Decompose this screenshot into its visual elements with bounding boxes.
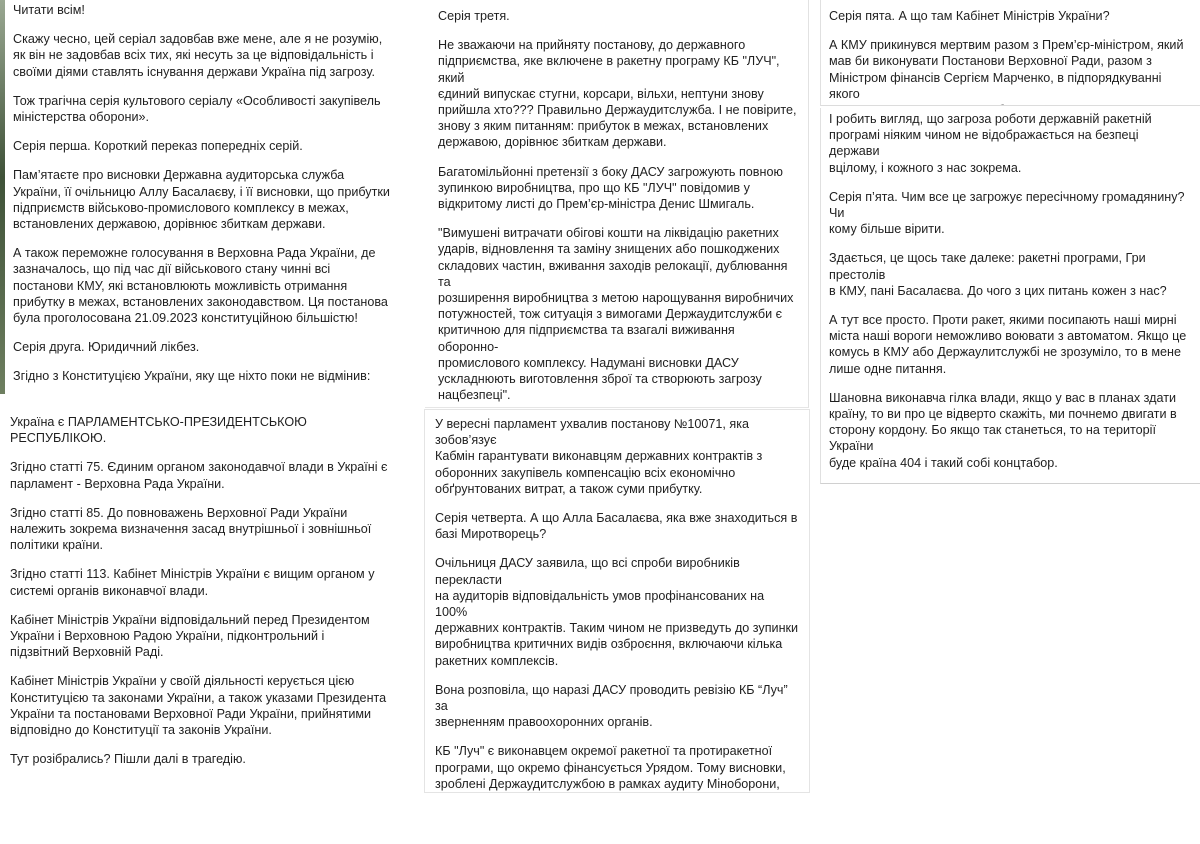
paragraph: А тут все просто. Проти ракет, якими посипають наші мирні міста наші вороги неможливо воювати з автоматом. Якщо це комусь в КМУ або Держаулитслужбі не зрозуміло, то в мене лише одне питання. bbox=[829, 313, 1187, 376]
paragraph: Не зважаючи на прийняту постанову, до державного підприємства, яке включене в ракетну програму КБ "ЛУЧ", який єдиний випускає стугни, корсари, вільхи, нептуни знову прийшла хто??? Правильно Держаудитслужба. І не повірите, знову з яким питанням: прибуток в межах, встановлених державою, дорівнює збиткам держави. bbox=[438, 38, 797, 150]
paragraph: І робить вигляд, що загроза роботи державній ракетній програмі ніяким чином не відображається на безпеці держави вцілому, і кожного з нас зокрема. bbox=[829, 112, 1152, 175]
text-panel-col2-bottom bbox=[424, 409, 810, 793]
paragraph: Тож трагічна серія культового серіалу «Особливості закупівель міністерства оборони». bbox=[13, 93, 381, 125]
paragraph: А також переможне голосування в Верховна Рада України, де зазначалось, що під час дії військового стану чинні всі постанови КМУ, які встановлюють можливість отримання прибутку в межах, встановлених законодавством. Ця постанова була проголосована 21.09.2023 конституційною більшістю! bbox=[13, 246, 388, 326]
paragraph: Згідно статті 113. Кабінет Міністрів України є вищим органом у системі органів виконавчої влади. bbox=[10, 567, 375, 598]
paragraph: Згідно статті 75. Єдиним органом законодавчої влади в Україні є парламент - Верховна Рада України. bbox=[10, 460, 388, 491]
paragraph: Згідно з Конституцією України, яку ще ніхто поки не відмінив: bbox=[13, 369, 371, 384]
paragraph: Серія третя. bbox=[438, 9, 510, 23]
paragraph: Очільниця ДАСУ заявила, що всі спроби виробників перекласти на аудиторів відповідальність умов профінансованих на 100% державних контрактів. Таким чином не призведуть до зупинки виробництва критичних видів озброєння, включаючи кілька ракетних комплексів. bbox=[435, 556, 799, 668]
paragraph: Пам’ятаєте про висновки Державна аудиторська служба України, її очільницю Аллу Басалаєву, і її висновки, що прибутки підприємств військово-промислового комплексу в межах, встановлених державою, дорівнює збиткам держави. bbox=[13, 168, 390, 232]
paragraph: Серія пята. А що там Кабінет Міністрів України? bbox=[829, 9, 1110, 23]
paragraph: Скажу чесно, цей серіал задовбав вже мене, але я не розумію, як він не задовбав всіх тих, які несуть за це відповідальність і своїми діями ставлять існування держави Україна під загрозу. bbox=[13, 32, 383, 79]
paragraph: Кабінет Міністрів України у своїй діяльності керується цією Конституцією та законами України, а також указами Президента України та постановами Верховної Ради України, прийнятими відповідно до Конституції та законів України. bbox=[10, 674, 387, 738]
paragraph: Серія п’ята. Чим все це загрожує пересічному громадянину? Чи кому більше вірити. bbox=[829, 189, 1185, 237]
paragraph: Тут розібрались? Пішли далі в трагедію. bbox=[10, 752, 246, 767]
paragraph: КБ "Луч" є виконавцем окремої ракетної та протиракетної програми, що окремо фінансується Урядом. Тому висновки, зроблені Держаудитслужбою в рамках аудиту Міноборони, bbox=[435, 744, 786, 791]
paragraph: Серія друга. Юридичний лікбез. bbox=[13, 340, 200, 355]
paragraph: У вересні парламент ухвалив постанову №10071, яка зобов’язує Кабмін гарантувати виконавцям державних контрактів з оборонних закупівель компенсацію всіх економічно обґрунтованих витрат, а також суми прибутку. bbox=[435, 417, 763, 496]
paragraph: Серія перша. Короткий переказ попередніх серій. bbox=[13, 139, 303, 154]
paragraph: Кабінет Міністрів України відповідальний перед Президентом України і Верховною Радою України, підконтрольний і підзвітний Верховній Раді. bbox=[10, 612, 370, 660]
paragraph: А КМУ прикинувся мертвим разом з Прем’єр-міністром, який мав би виконувати Постанови Верховної Ради, разом з Міністром фінансів Сергієм Марченко, в підпорядкуванні якого bbox=[829, 38, 1184, 101]
text-panel-col1-bottom bbox=[0, 405, 410, 775]
paragraph: "Вимушені витрачати обігові кошти на ліквідацію ракетних ударів, відновлення та заміну знищених або пошкоджених складових частин, вживання заходів релокації, дублювання та розширення виробництва з метою нарощування виробничих потужностей, тож ситуація з вимогами Держаудитслужби є критичною для підприємства та взагалі виживання оборонно- промислового комплексу. Надумані висновки ДАСУ ускладнюють виготовлення зброї та створюють загрозу нацбезпеці". bbox=[438, 226, 794, 403]
paragraph: Вона розповіла, що наразі ДАСУ проводить ревізію КБ “Луч” за зверненням правоохоронних органів. bbox=[435, 682, 788, 730]
text-panel-col1-top bbox=[5, 0, 410, 400]
text-panel-col3-top bbox=[820, 0, 1200, 106]
paragraph: Багатомільйонні претензії з боку ДАСУ загрожують повною зупинкою виробництва, про що КБ "ЛУЧ" повідомив у відкритому листі до Прем’єр-міністра Денис Шмигаль. bbox=[438, 164, 783, 212]
paragraph: Читати всім! bbox=[13, 3, 85, 17]
paragraph: Серія четверта. А що Алла Басалаєва, яка вже знаходиться в базі Миротворець? bbox=[435, 511, 798, 542]
paragraph: Україна є ПАРЛАМЕНТСЬКО-ПРЕЗИДЕНТСЬКОЮ РЕСПУБЛІКОЮ. bbox=[10, 415, 307, 446]
text-panel-col2-top bbox=[425, 0, 809, 408]
paragraph: Здається, це щось таке далеке: ракетні програми, Гри престолів в КМУ, пані Басалаєва. До чого з цих питань кожен з нас? bbox=[829, 251, 1167, 298]
paragraph: Шановна виконавча гілка влади, якщо у вас в планах здати країну, то ви про це відверто скажіть, ми почнемо двигати в сторону кордону. Бо якщо так станеться, то на території України буде країна 404 і такий собі концтабор. bbox=[829, 390, 1177, 470]
paragraph: Згідно статті 85. До повноважень Верховної Ради України належить зокрема визначення засад внутрішньої і зовнішньої політики країни. bbox=[10, 505, 372, 553]
text-panel-col3-bottom bbox=[820, 108, 1200, 484]
